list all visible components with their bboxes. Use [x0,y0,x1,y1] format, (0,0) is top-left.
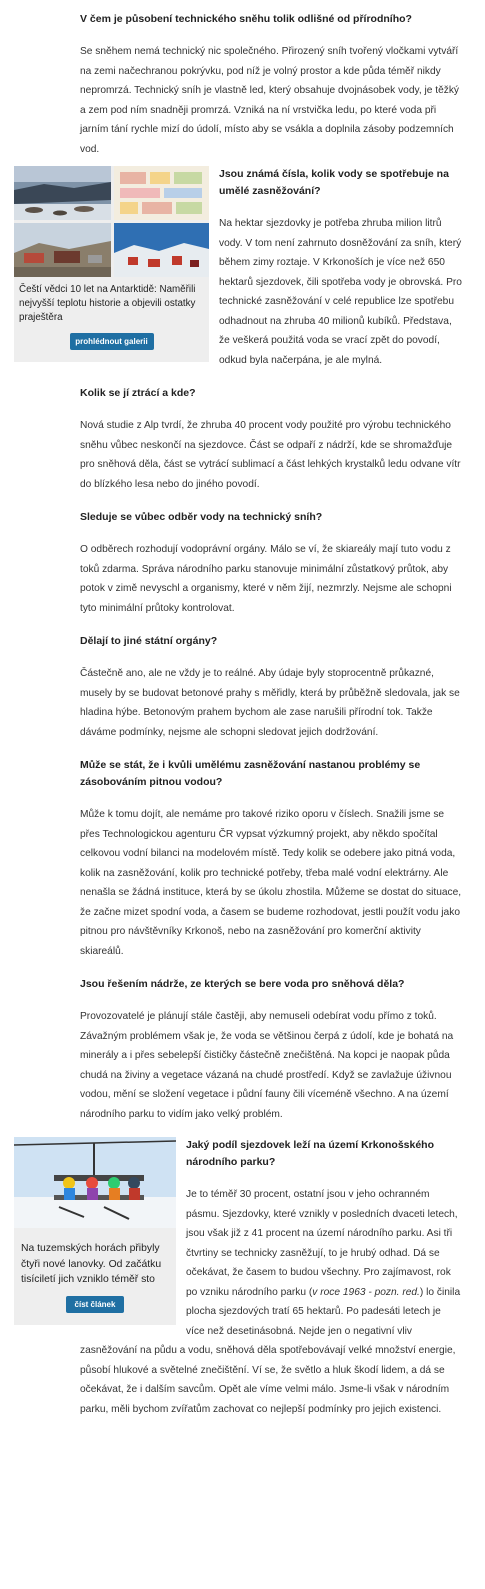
answer-paragraph: Nová studie z Alp tvrdí, že zhruba 40 procent vody použité pro výrobu technického sněhu vůbec neskončí na sjezdovce. Část se odpaří z nádrží, kde se shromažďuje pro sněhová děla, část se vytrácí sublimací a část lehkých krystalků ledu odvane vítr do blízkého lesa nebo do jiného povodí. [80,420,461,490]
article-teaser-box[interactable] [14,1137,176,1325]
question-heading: Jsou známá čísla, kolik vody se spotřebuje na umělé zasněžování? [219,168,449,197]
article-teaser-caption[interactable]: Na tuzemských horách přibyly čtyři nové lanovky. Od začátku tisíciletí jich vzniklo téměř sto [21,1243,162,1285]
gallery-thumbnails[interactable] [14,166,209,277]
editor-note: v roce 1963 - pozn. red. [312,1286,420,1298]
gallery-thumb-tents[interactable] [114,223,209,277]
answer-text: Je to téměř 30 procent, ostatní jsou v jeho ochranném pásmu. Sjezdovky, které vznikly v posledních dvaceti letech, jsou však již z 41 procent na území národního parku. Asi tři čtvrtiny se technicky zasněžují, to je hrubý odhad. Dá se očekávat, že časem to budou všechny. Pro zajímavost, rok po vzniku národního parku ( [186,1189,458,1298]
answer-paragraph: O odběrech rozhodují vodoprávní orgány. Málo se ví, že skiareály mají tuto vodu z toků zdarma. Správa národního parku stanovuje minimální zůstatkový průtok, aby potok v zimě nevyschl a organismy, které v něm žijí, nezmrzly. Nejsme ale schopni tyto minimální průtoky kontrolovat. [80,544,452,614]
question-heading: Dělají to jiné státní orgány? [80,635,218,647]
gallery-caption[interactable]: Čeští vědci 10 let na Antarktidě: Naměřili nejvyšší teplotu historie a objevili ostatky praještěra [19,284,196,323]
question-heading: Může se stát, že i kvůli umělému zasněžování nastanou problémy se zásobováním pitnou vodou? [80,759,421,788]
question-heading: V čem je působení technického sněhu tolik odlišné od přírodního? [80,13,412,25]
answer-paragraph: Provozovatelé je plánují stále častěji, aby nemuseli odebírat vodu přímo z toků. Závažným problémem však je, že voda se většinou čerpá z údolí, kde je bohatá na minerály a i přes sebelepší čističky částečně znečištěná. Na kopci je naopak půda chudá na živiny a vegetace vázaná na chudé prostředí. Když se zavlažuje úživnou vodou, mění se složení vegetace i půdní fauny čili víceméně všechno. A na území národního parku to vidím jako velký problém. [80,1011,454,1120]
answer-text: ) lo činila plocha sjezdových tratí 65 hektarů. Po padesáti letech je více než desetinásobná. Nejde jen o negativní vliv zasněžování na půdu a vodu, sněhová děla spotřebovávají velké množství energie, působí hlukové a světelné znečištění. Ví se, že světlo a hluk škodí lidem, a dá se očekávat, že i dalším savcům. Opět ale víme velmi málo. Jsme-li však v národním parku, měli bychom zvířatům zachovat co nejlepší podmínky pro jejich existenci. [80,1286,461,1415]
question-heading: Jsou řešením nádrže, ze kterých se bere voda pro sněhová děla? [80,978,405,990]
question-heading: Kolik se jí ztrácí a kde? [80,387,196,399]
gallery-teaser-box[interactable] [14,166,209,362]
question-heading: Sleduje se vůbec odběr vody na technický sníh? [80,511,323,523]
answer-paragraph: Na hektar sjezdovky je potřeba zhruba milion litrů vody. V tom není zahrnuto dosněžování za sníh, který během zimy roztaje. V Krkonoších je více než 650 hektarů sjezdovek, čili spotřeba vody je obrovská. Pro technické zasněžování v celé republice lze spotřebu odhadnout na zhruba 40 milionů kubíků. Představa, že veškerá použitá voda se vrací zpět do povodí, odkud byla načerpána, je ale mylná. [219,218,462,366]
answer-paragraph: Se sněhem nemá technický nic společného. Přirozený sníh tvořený vločkami vytváří na zemi načechranou pokrývku, pod níž je volný prostor a kde půda téměř nikdy nepromrzá. Technický sníh je vlastně led, který obsahuje dvojnásobek vody, je těžký a zem pod ním snadněji promrzá. Vzniká na ní vrstvička ledu, po které voda při jarním tání rychle mizí do údolí, místo aby se vsákla a doplnila zásoby podzemních vod. [80,46,460,155]
gallery-thumb-station[interactable] [14,223,111,277]
gallery-thumb-station-plan[interactable] [114,166,209,220]
question-heading: Jaký podíl sjezdovek leží na území Krkonošského národního parku? [186,1139,435,1168]
article-thumb-chairlift[interactable] [14,1137,176,1228]
view-gallery-button[interactable]: prohlédnout galerii [70,333,154,350]
answer-paragraph: Může k tomu dojít, ale nemáme pro takové riziko oporu v číslech. Snažili jsme se přes Technologickou agenturu ČR vypsat výzkumný projekt, aby někdo spočítal celkovou vodní bilanci na modelovém místě. Tedy kolik se odebere jako pitná voda, kolik na zasněžování, kolik pro technické potřeby, třeba malé vodní elektrárny. Ale nenašla se žádná instituce, která by se úkolu zhostila. Můžeme se dostat do situace, že začne mizet spodní voda, a časem se budeme rozhodovat, jestli použít vodu jako pitnou pro návštěvníky Krkonoš, nebo na zasněžování pro komerční aktivity skiareálů. [80,809,462,957]
gallery-thumb-seals[interactable] [14,166,111,220]
read-article-button[interactable]: číst článek [66,1296,124,1313]
answer-paragraph: Částečně ano, ale ne vždy je to reálné. Aby údaje byly stoprocentně průkazné, musely by se budovat betonové prahy s měřidly, která by průběžně sledovala, jak se hladina hýbe. Betonovým prahem bychom ale zase narušili přírodní tok. Takže dáváme podmínky, nejsme ale schopni sledovat jejich dodržování. [80,668,460,738]
